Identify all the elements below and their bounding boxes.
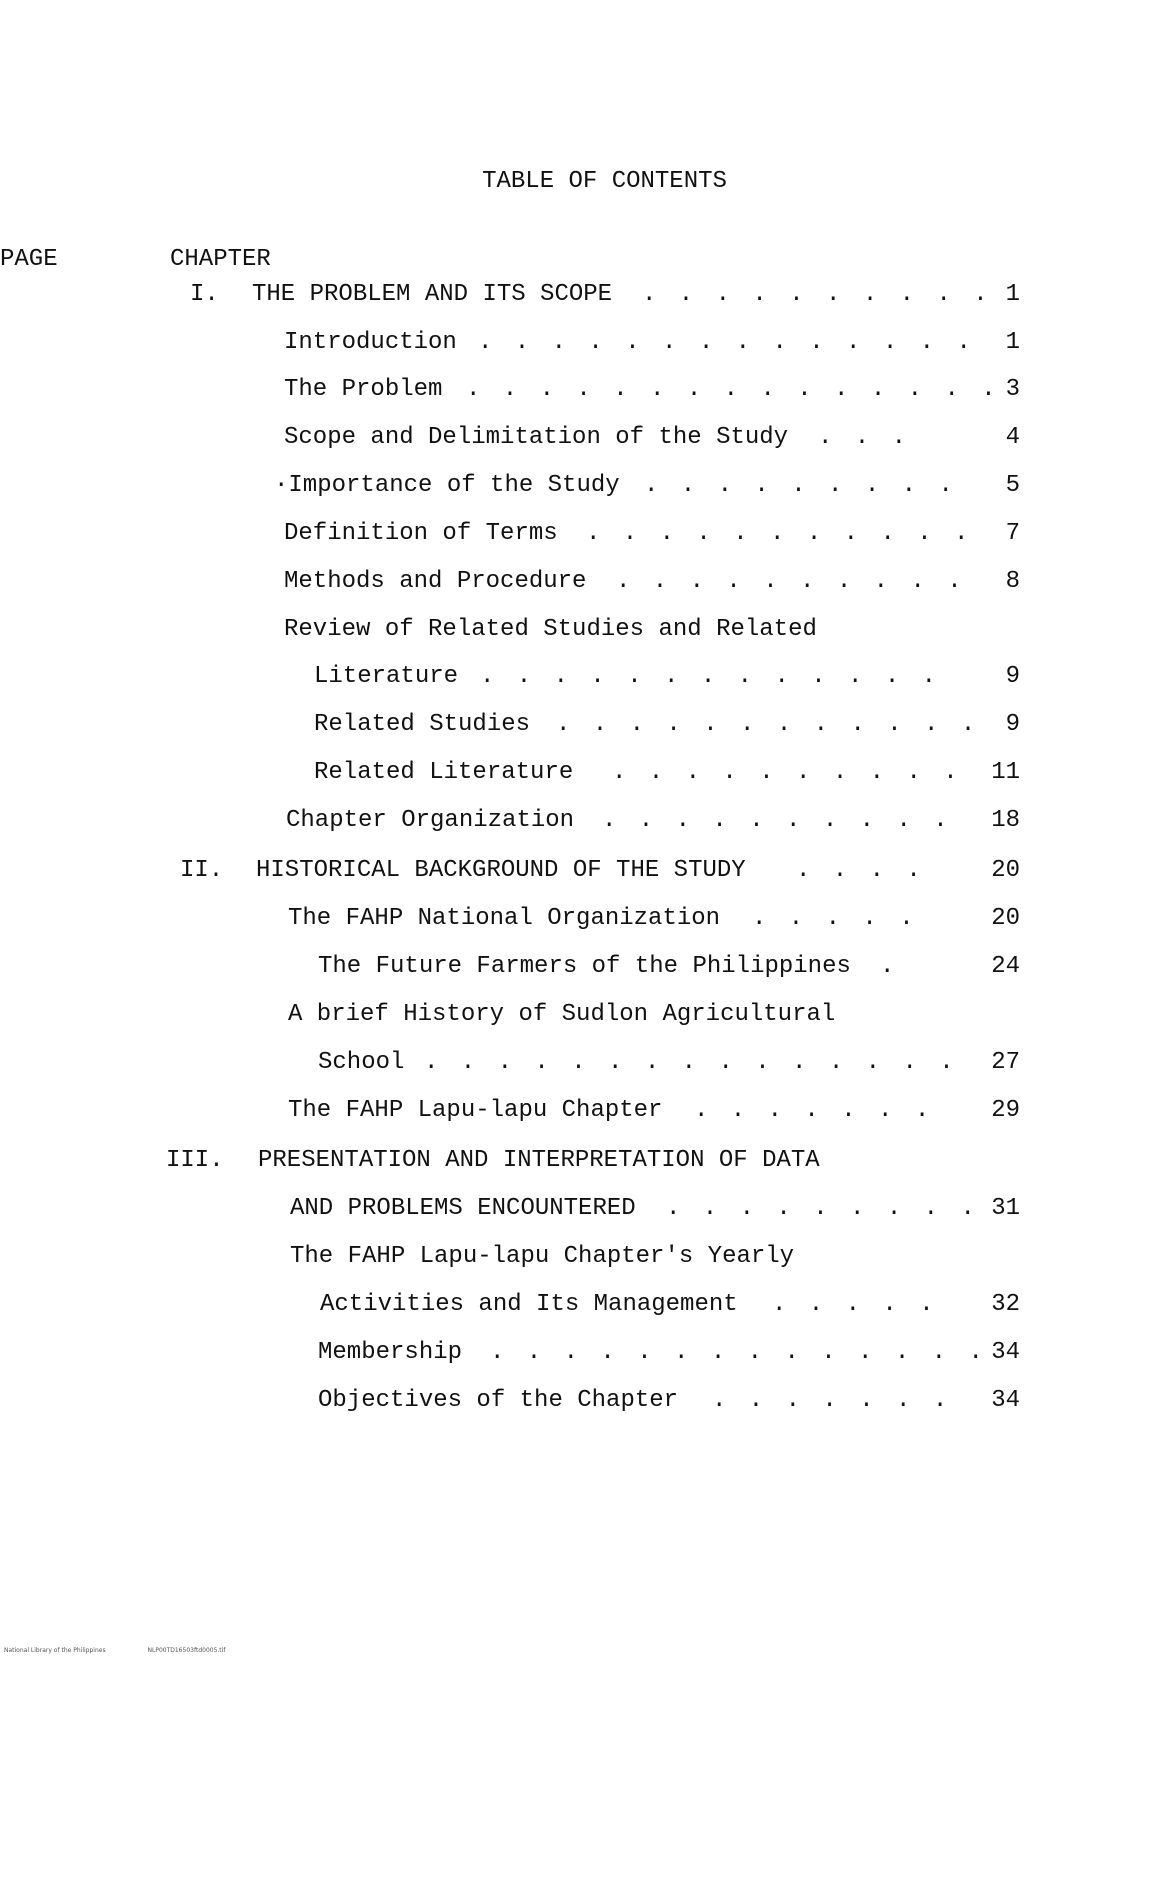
- toc-entry-text: Activities and Its Management: [320, 1291, 738, 1318]
- toc-leader-dots: .: [880, 953, 899, 980]
- toc-page-number: 1: [1005, 329, 1020, 356]
- toc-leader-dots: . . . . . . . . .: [666, 1195, 979, 1222]
- toc-entry-text: Objectives of the Chapter: [318, 1387, 679, 1414]
- library-credit: National Library of the Philippines: [4, 1647, 106, 1654]
- toc-entry-text: The FAHP Lapu-lapu Chapter: [288, 1097, 663, 1124]
- toc-entry-text: Methods and Procedure: [284, 568, 587, 595]
- toc-page-number: 9: [1005, 663, 1020, 690]
- toc-leader-dots: . . . . . . . . . . .: [586, 520, 973, 547]
- toc-page-number: 34: [991, 1339, 1020, 1366]
- toc-entry-text: Introduction: [284, 329, 457, 356]
- toc-leader-dots: . . . . . . . . . . . . .: [480, 663, 941, 690]
- toc-entry-text: The FAHP National Organization: [288, 905, 721, 932]
- toc-page-number: 1: [1005, 281, 1020, 308]
- toc-leader-dots: . . . . . . . . .: [644, 472, 957, 499]
- toc-leader-dots: . . .: [818, 424, 911, 451]
- toc-entry-text: The Future Farmers of the Philippines: [318, 953, 851, 980]
- toc-entry-text: Chapter Organization: [286, 807, 575, 834]
- toc-entry-text: Related Studies: [314, 711, 531, 738]
- chapter-numeral: II.: [180, 857, 224, 884]
- toc-leader-dots: . . . . .: [772, 1291, 938, 1318]
- toc-page-number: 5: [1005, 472, 1020, 499]
- toc-page-number: 34: [991, 1387, 1020, 1414]
- scan-file-name: NLP00TD16503ftd0005.tif: [147, 1647, 226, 1654]
- scan-footer: [4, 1647, 265, 1654]
- page-column-header: PAGE: [0, 246, 58, 273]
- toc-page-number: 7: [1005, 520, 1020, 547]
- toc-entry-text: Scope and Delimitation of the Study: [284, 424, 789, 451]
- toc-page-number: 20: [991, 905, 1020, 932]
- toc-entry-text: School: [318, 1049, 405, 1076]
- toc-entry-text: The Problem: [284, 376, 443, 403]
- toc-entry-text: Related Literature: [314, 759, 574, 786]
- toc-leader-dots: . . . . . . . . . .: [616, 568, 966, 595]
- chapter-numeral: III.: [166, 1147, 224, 1174]
- toc-entry-text: THE PROBLEM AND ITS SCOPE: [252, 281, 613, 308]
- toc-entry-text: Membership: [318, 1339, 463, 1366]
- chapter-numeral: I.: [190, 281, 219, 308]
- toc-entry-text: AND PROBLEMS ENCOUNTERED: [290, 1195, 636, 1222]
- toc-leader-dots: . . . . . . . . . .: [602, 807, 952, 834]
- toc-page-number: 24: [991, 953, 1020, 980]
- toc-leader-dots: . . . . . . . . . . . .: [556, 711, 980, 738]
- toc-page-number: 4: [1005, 424, 1020, 451]
- toc-page-number: 29: [991, 1097, 1020, 1124]
- toc-page-number: 11: [991, 759, 1020, 786]
- page-title: TABLE OF CONTENTS: [482, 168, 727, 195]
- toc-entry-text: ·Importance of the Study: [274, 472, 620, 499]
- toc-leader-dots: . . . . . . .: [694, 1097, 934, 1124]
- toc-page-number: 18: [991, 807, 1020, 834]
- toc-leader-dots: . . . . . . . . . . . . . .: [478, 329, 975, 356]
- toc-leader-dots: . . . . . . . . . .: [612, 759, 962, 786]
- toc-entry-text: Literature: [314, 663, 459, 690]
- toc-page-number: 32: [991, 1291, 1020, 1318]
- toc-leader-dots: . . . . . . . . . . . . . . .: [466, 376, 1000, 403]
- toc-leader-dots: . . . . .: [752, 905, 918, 932]
- toc-entry-text: Review of Related Studies and Related: [284, 616, 817, 643]
- toc-leader-dots: . . . . . . . . . .: [642, 281, 992, 308]
- toc-leader-dots: . . . . . . . . . . . . . . .: [424, 1049, 958, 1076]
- toc-entry-text: HISTORICAL BACKGROUND OF THE STUDY: [256, 857, 746, 884]
- toc-page-number: 31: [991, 1195, 1020, 1222]
- toc-page-number: 3: [1005, 376, 1020, 403]
- toc-entry-text: PRESENTATION AND INTERPRETATION OF DATA: [258, 1147, 820, 1174]
- toc-leader-dots: . . . .: [796, 857, 925, 884]
- toc-page-number: 20: [991, 857, 1020, 884]
- toc-page-number: 8: [1005, 568, 1020, 595]
- toc-page-number: 9: [1005, 711, 1020, 738]
- toc-entry-text: Definition of Terms: [284, 520, 558, 547]
- toc-entry-text: A brief History of Sudlon Agricultural: [288, 1001, 836, 1028]
- toc-entry-text: The FAHP Lapu-lapu Chapter's Yearly: [290, 1243, 795, 1270]
- toc-page-number: 27: [991, 1049, 1020, 1076]
- toc-leader-dots: . . . . . . .: [712, 1387, 952, 1414]
- toc-leader-dots: . . . . . . . . . . . . . .: [490, 1339, 987, 1366]
- chapter-column-header: CHAPTER: [170, 246, 271, 273]
